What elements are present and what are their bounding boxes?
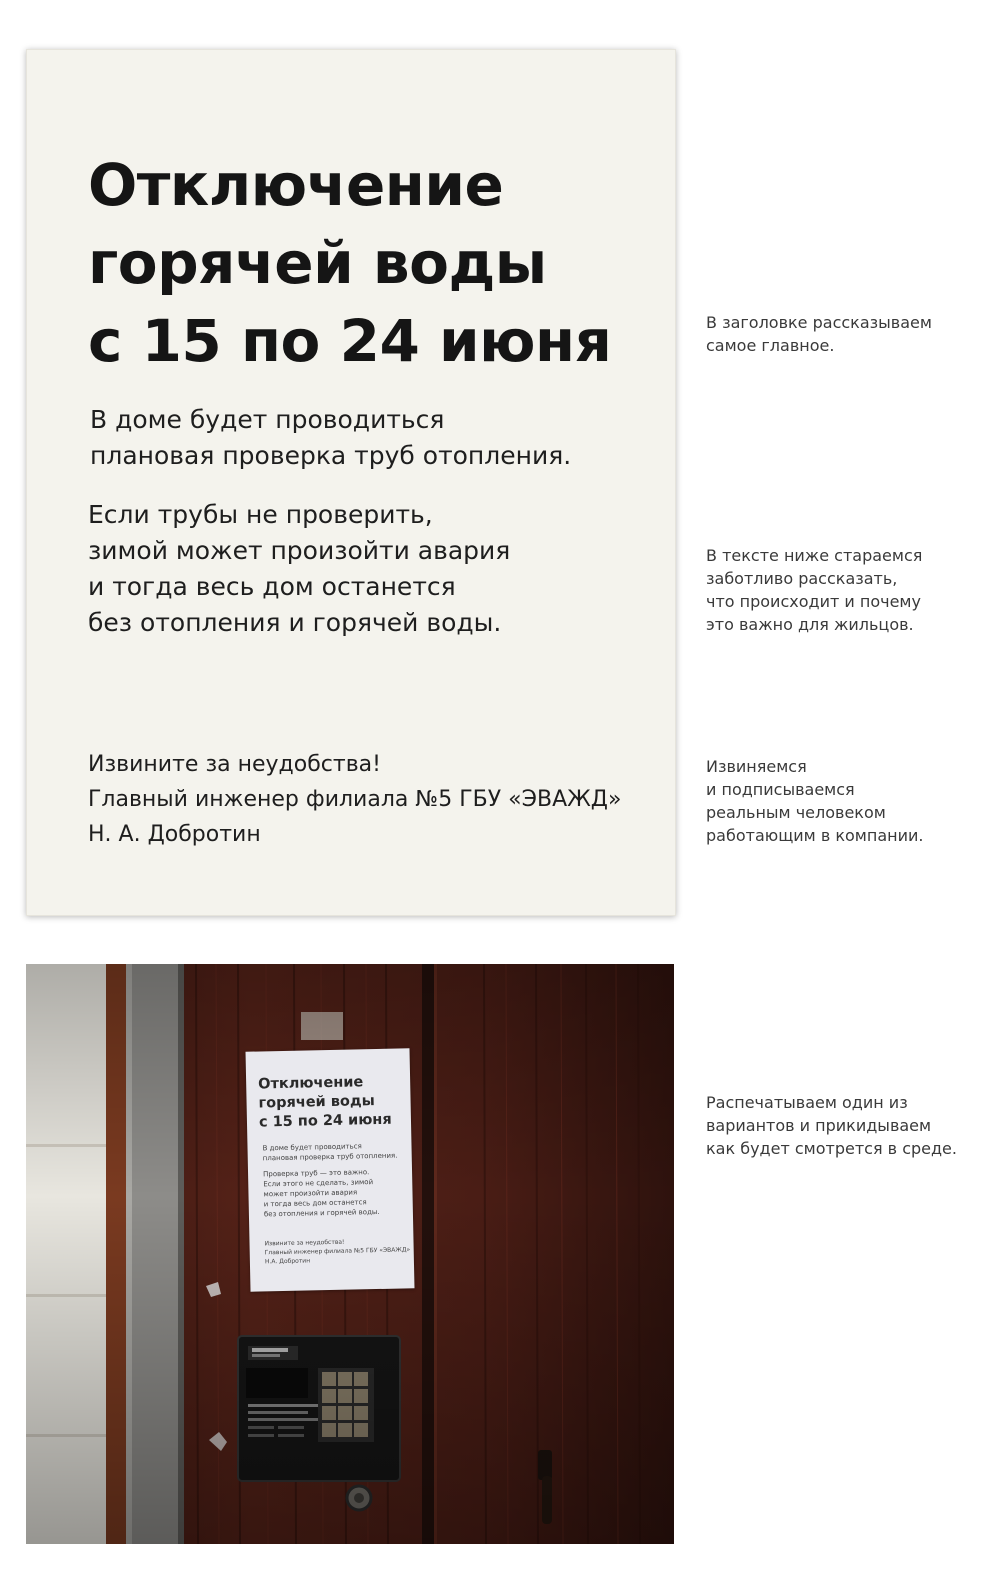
notice-card <box>26 49 676 916</box>
annotation-line: вариантов и прикидываем <box>706 1116 932 1135</box>
annotation-signature <box>706 755 996 847</box>
printed-notice-signature <box>264 1236 410 1266</box>
annotation-photo <box>706 1091 996 1160</box>
printed-notice-title <box>258 1073 392 1133</box>
notice-signer-name: Н. А. Добротин <box>88 822 261 847</box>
annotation-line: Распечатываем один из <box>706 1093 908 1112</box>
notice-signature <box>88 747 621 852</box>
annotation-line: что происходит и почему <box>706 592 921 611</box>
notice-text-line: без отопления и горячей воды. <box>88 608 502 637</box>
annotation-line: Извиняемся <box>706 757 807 776</box>
annotation-line: В заголовке рассказываем <box>706 313 932 332</box>
printed-text-line: Проверка труб — это важно. <box>262 1168 370 1179</box>
notice-paragraph-intro <box>90 402 571 474</box>
printed-notice-reason <box>263 1167 380 1219</box>
printed-text-line: Главный инженер филиала №5 ГБУ «ЭВАЖД» <box>264 1246 411 1257</box>
printed-text-line: В доме будет проводиться <box>262 1142 362 1153</box>
printed-notice <box>246 1048 415 1291</box>
door-photo <box>26 964 674 1544</box>
printed-notice-intro <box>262 1141 397 1164</box>
printed-title-line: горячей воды <box>258 1093 375 1112</box>
notice-text-line: зимой может произойти авария <box>88 536 511 565</box>
printed-text-line: Н.А. Добротин <box>264 1257 311 1266</box>
notice-title <box>88 146 668 380</box>
printed-text-line: Если этого не сделать, зимой <box>263 1178 374 1189</box>
annotation-line: это важно для жильцов. <box>706 615 914 634</box>
notice-title-line: горячей воды <box>88 229 547 297</box>
printed-text-line: без отопления и горячей воды. <box>263 1207 380 1219</box>
notice-text-line: плановая проверка труб отопления. <box>90 441 572 470</box>
annotation-line: и подписываемся <box>706 780 855 799</box>
notice-text-line: и тогда весь дом останется <box>88 572 456 601</box>
notice-title-line: с 15 по 24 июня <box>88 307 612 375</box>
annotation-line: В тексте ниже стараемся <box>706 546 923 565</box>
notice-text-line: В доме будет проводиться <box>90 405 445 434</box>
printed-title-line: с 15 по 24 июня <box>258 1111 392 1131</box>
annotation-line: заботливо рассказать, <box>706 569 898 588</box>
printed-text-line: Извините за неудобства! <box>264 1238 345 1248</box>
printed-text-line: плановая проверка труб отопления. <box>262 1151 398 1163</box>
notice-apology: Извините за неудобства! <box>88 752 381 777</box>
printed-text-line: может произойти авария <box>263 1188 358 1199</box>
notice-paragraph-reason <box>88 497 510 641</box>
annotation-line: как будет смотрется в среде. <box>706 1139 957 1158</box>
annotation-line: реальным человеком <box>706 803 886 822</box>
printed-text-line: и тогда весь дом останется <box>263 1198 367 1209</box>
annotation-line: работающим в компании. <box>706 826 924 845</box>
annotation-line: самое главное. <box>706 336 835 355</box>
notice-signer-title: Главный инженер филиала №5 ГБУ «ЭВАЖД» <box>88 787 622 812</box>
annotation-text <box>706 544 996 636</box>
annotation-title <box>706 311 996 357</box>
notice-text-line: Если трубы не проверить, <box>88 500 433 529</box>
printed-title-line: Отключение <box>258 1074 364 1093</box>
notice-title-line: Отключение <box>88 151 504 219</box>
